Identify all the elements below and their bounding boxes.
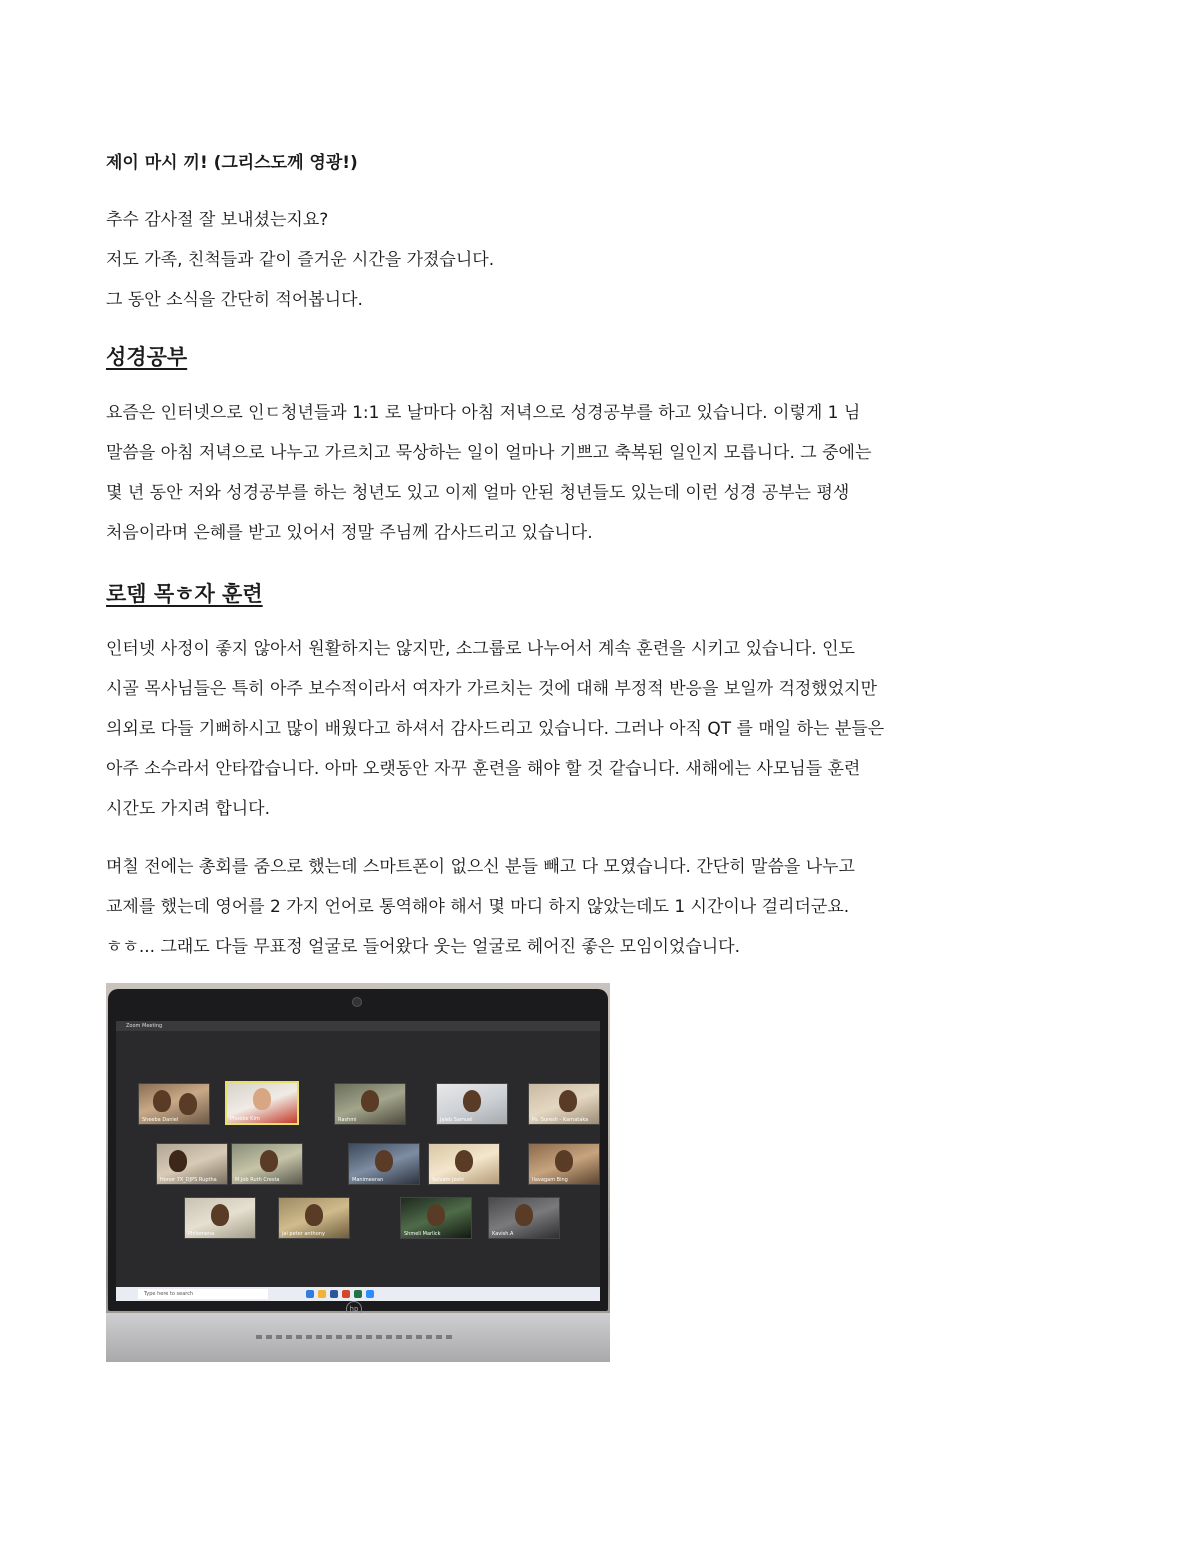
paragraph-line: 교제를 했는데 영어를 2 가지 언어로 통역해야 해서 몇 마디 하지 않았는데도 1 시간이나 걸리더군요. — [106, 897, 850, 917]
webcam-icon — [352, 997, 362, 1007]
participant-name: Rashmi — [338, 1117, 357, 1123]
participant-tile — [348, 1143, 420, 1185]
training-paragraph-1 — [106, 629, 1096, 829]
participant-face — [515, 1204, 533, 1226]
zoom-meeting-photo — [106, 983, 610, 1362]
participant-tile — [528, 1083, 600, 1125]
participant-face — [211, 1204, 229, 1226]
paragraph-line: 아주 소수라서 안타깝습니다. 아마 오랫동안 자꾸 훈련을 해야 할 것 같습니다. 새해에는 사모님들 훈련 — [106, 759, 861, 779]
participant-face — [253, 1088, 271, 1110]
laptop-screen — [116, 1021, 600, 1301]
participant-face — [427, 1204, 445, 1226]
participant-tile — [184, 1197, 256, 1239]
participant-face — [463, 1090, 481, 1112]
participant-tile — [488, 1197, 560, 1239]
hp-logo: hp — [346, 1301, 362, 1317]
laptop-vent — [256, 1335, 456, 1339]
participant-tile — [334, 1083, 406, 1125]
participant-face — [555, 1150, 573, 1172]
word-icon — [330, 1290, 338, 1298]
intro-line: 추수 감사절 잘 보내셨는지요? — [106, 210, 329, 230]
participant-tile — [400, 1197, 472, 1239]
excel-icon — [354, 1290, 362, 1298]
participant-tile — [528, 1143, 600, 1185]
participant-face — [375, 1150, 393, 1172]
participant-name: Manimeeran — [352, 1177, 384, 1183]
participant-tile — [428, 1143, 500, 1185]
zoom-title-bar: Zoom Meeting — [116, 1021, 600, 1031]
paragraph-line: 요즘은 인터넷으로 인ㄷ청년들과 1:1 로 날마다 아침 저녁으로 성경공부를 하고 있습니다. 이렇게 1 님 — [106, 403, 861, 423]
taskbar-search: Type here to search — [138, 1289, 268, 1299]
participant-name: Ps. Suresh - Karnataka — [532, 1117, 589, 1123]
participant-face — [305, 1204, 323, 1226]
participant-face — [179, 1093, 197, 1115]
participant-tile-active-speaker — [225, 1081, 299, 1125]
participant-tile — [231, 1143, 303, 1185]
participant-name: jai peter anthony — [282, 1231, 325, 1237]
edge-icon — [306, 1290, 314, 1298]
participant-face — [153, 1090, 171, 1112]
participant-tile — [156, 1143, 228, 1185]
participant-name: M.Job Ruth Cresta — [235, 1177, 280, 1183]
intro-line: 그 동안 소식을 간단히 적어봅니다. — [106, 290, 363, 310]
participant-face — [361, 1090, 379, 1112]
intro-line: 저도 가족, 친척들과 같이 즐거운 시간을 가졌습니다. — [106, 250, 495, 270]
paragraph-line: 시골 목사님들은 특히 아주 보수적이라서 여자가 가르치는 것에 대해 부정적 반응을 보일까 걱정했었지만 — [106, 679, 877, 699]
training-paragraph-2 — [106, 847, 1096, 967]
windows-taskbar — [116, 1287, 600, 1301]
participant-face — [455, 1150, 473, 1172]
zoom-icon — [366, 1290, 374, 1298]
participant-name: Jaleb Samuel — [440, 1117, 473, 1123]
powerpoint-icon — [342, 1290, 350, 1298]
participant-name: Sheeba Daniel — [142, 1117, 179, 1123]
laptop-lid — [108, 989, 608, 1311]
section-heading-training: 로뎀 목ㅎ자 훈련 — [106, 582, 263, 606]
participant-name: Honor 7X_DJPS Ruptha — [160, 1177, 217, 1183]
participant-tile — [138, 1083, 210, 1125]
participant-face — [559, 1090, 577, 1112]
paragraph-line: ㅎㅎ... 그래도 다들 무표정 얼굴로 들어왔다 웃는 얼굴로 헤어진 좋은 모임이었습니다. — [106, 937, 741, 957]
paragraph-line: 의외로 다들 기뻐하시고 많이 배웠다고 하셔서 감사드리고 있습니다. 그러나 아직 QT 를 매일 하는 분들은 — [106, 719, 885, 739]
participant-tile — [278, 1197, 350, 1239]
greeting-title: 제이 마시 끼! (그리스도께 영광!) — [106, 153, 358, 173]
participant-face — [169, 1150, 187, 1172]
participant-name: Kavish.A — [492, 1231, 514, 1237]
paragraph-line: 시간도 가지려 합니다. — [106, 799, 271, 819]
bible-study-paragraph — [106, 393, 1096, 553]
paragraph-line: 말씀을 아침 저녁으로 나누고 가르치고 묵상하는 일이 얼마나 기쁘고 축복된 일인지 모릅니다. 그 중에는 — [106, 443, 872, 463]
paragraph-line: 인터넷 사정이 좋지 않아서 원활하지는 않지만, 소그룹로 나누어서 계속 훈련을 시키고 있습니다. 인도 — [106, 639, 855, 659]
paragraph-line: 처음이라며 은혜를 받고 있어서 정말 주님께 감사드리고 있습니다. — [106, 523, 593, 543]
participant-name: Ilavagam Bing — [532, 1177, 568, 1183]
intro-paragraph — [106, 200, 494, 320]
paragraph-line: 몇 년 동안 저와 성경공부를 하는 청년도 있고 이제 얼마 안된 청년들도 있는데 이런 성경 공부는 평생 — [106, 483, 850, 503]
participant-face — [260, 1150, 278, 1172]
paragraph-line: 며칠 전에는 총회를 줌으로 했는데 스마트폰이 없으신 분들 빼고 다 모였습니다. 간단히 말씀을 나누고 — [106, 857, 855, 877]
participant-name: Shmeli Marlick — [404, 1231, 441, 1237]
folder-icon — [318, 1290, 326, 1298]
participant-tile — [436, 1083, 508, 1125]
participant-name: Philomena — [188, 1231, 215, 1237]
section-heading-bible-study: 성경공부 — [106, 345, 188, 369]
participant-name: Selvam Joshi — [432, 1177, 464, 1183]
participant-name: Phoebe Kim — [230, 1116, 260, 1122]
